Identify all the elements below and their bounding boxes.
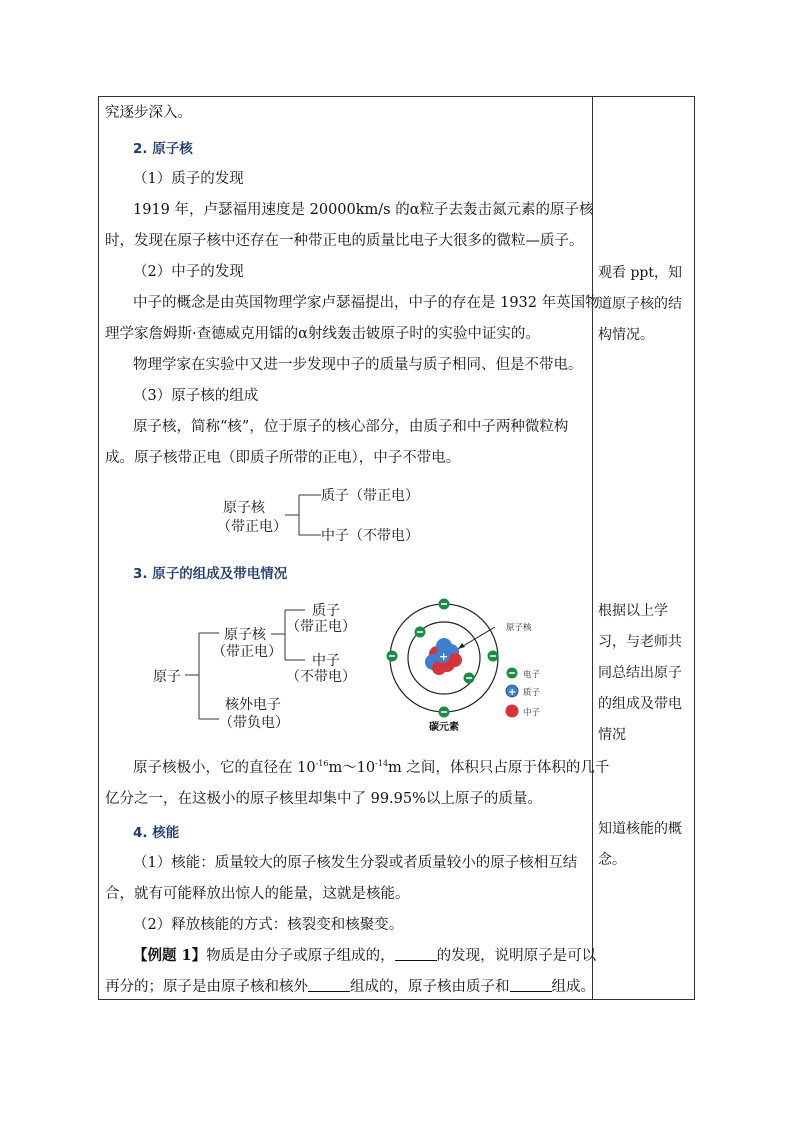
diagram2-atom: 原子 (153, 669, 181, 685)
diagram1-nucleus: 原子核 (223, 500, 265, 516)
answer-blank[interactable] (510, 979, 552, 992)
diagram2-neutron-charge: （不带电） (286, 669, 356, 685)
nucleus-pointer-label: 原子核 (506, 623, 532, 633)
svg-text:+: + (439, 650, 449, 663)
example-question-line2: 再分的；原子是由原子核和核外 组成的，原子核由质子和 组成。 (105, 979, 595, 995)
diagram2-electron: 核外电子 (225, 697, 281, 713)
text-line: 物理学家在实验中又进一步发现中子的质量与质子相同、但是不带电。 (133, 357, 583, 373)
diagram2-neutron: 中子 (312, 653, 340, 669)
text-line: 亿分之一，在这极小的原子核里却集中了 99.95%以上原子的质量。 (105, 791, 542, 807)
column-divider (592, 96, 593, 1000)
diagram1-bracket (283, 494, 323, 540)
diagram2-nucleus: 原子核 (224, 627, 266, 643)
svg-text:+: + (508, 687, 517, 698)
text-line: 理学家詹姆斯·查德威克用镭的α射线轰击铍原子时的实验中证实的。 (105, 326, 540, 342)
text-line: 合，就有可能释放出惊人的能量，这就是核能。 (105, 886, 410, 902)
subheading-neutron: （2）中子的发现 (133, 264, 244, 280)
diagram2-nucleus-charge: （带正电） (212, 644, 282, 660)
diagram2-proton-charge: （带正电） (286, 619, 356, 635)
text-line: 中子的概念是由英国物理学家卢瑟福提出，中子的存在是 1932 年英国物 (133, 295, 600, 311)
diagram2-electron-charge: （带负电） (219, 715, 289, 731)
answer-blank[interactable] (308, 979, 350, 992)
section-heading-nucleus: 2. 原子核 (133, 141, 193, 157)
legend-electron-label: 电子 (523, 670, 541, 680)
diagram1-nucleus-charge: （带正电） (217, 519, 287, 535)
text-line: 时，发现在原子核中还存在一种带正电的质量比电子大很多的微粒—质子。 (105, 233, 584, 249)
text-line: （1）核能：质量较大的原子核发生分裂或者质量较小的原子核相互结 (133, 855, 578, 871)
section-heading-atom-composition: 3. 原子的组成及带电情况 (133, 566, 288, 582)
carbon-atom-illustration (377, 594, 552, 736)
diagram2-proton: 质子 (312, 603, 340, 619)
legend-neutron-icon (506, 705, 519, 718)
side-note-nucleus: 观看 ppt，知 道原子核的结 构情况。 (598, 265, 682, 343)
text-line: 原子核，简称“核”，位于原子的核心部分，由质子和中子两种微粒构 (133, 419, 569, 435)
text-line: 1919 年，卢瑟福用速度是 20000km/s 的α粒子去轰击氮元素的原子核 (133, 202, 594, 218)
legend-proton-label: 质子 (523, 688, 541, 698)
answer-blank[interactable] (395, 948, 437, 961)
side-note-atom: 根据以上学 习，与老师共 同总结出原子 的组成及带电 情况 (598, 603, 682, 743)
text-line: 究逐步深入。 (105, 105, 192, 121)
section-heading-nuclear-energy: 4. 核能 (133, 825, 180, 841)
side-note-energy: 知道核能的概 念。 (598, 821, 682, 868)
diagram1-proton: 质子（带正电） (321, 488, 419, 504)
subheading-proton: （1）质子的发现 (133, 171, 244, 187)
text-line-nucleus-size: 原子核极小，它的直径在 $10^{-16}m\sim 10^{-14}m$ 之间，体积只占原于体积的几千 (133, 759, 610, 776)
legend-neutron-label: 中子 (523, 708, 541, 718)
carbon-caption: 碳元素 (429, 722, 459, 733)
diagram1-neutron: 中子（不带电） (321, 528, 419, 544)
subheading-composition: （3）原子核的组成 (133, 388, 259, 404)
text-line: （2）释放核能的方式：核裂变和核聚变。 (133, 917, 404, 933)
example-question-line1: 【例题 1】物质是由分子或原子组成的， 的发现，说明原子是可以 (133, 947, 597, 964)
text-line: 成。原子核带正电（即质子所带的正电），中子不带电。 (105, 450, 461, 466)
diagram2-bracket-atom (185, 609, 225, 729)
